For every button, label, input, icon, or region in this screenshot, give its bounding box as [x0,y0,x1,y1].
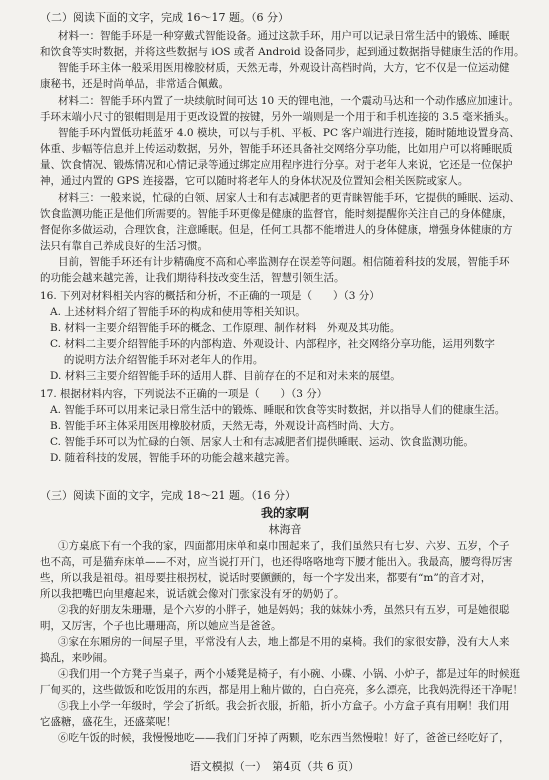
material1 [40,28,530,92]
material3-line: 的功能会越来越完善，让我们期待科技改变生活，智慧引领生活。 [40,272,345,284]
question-16-option-b[interactable]: B. 材料一主要介绍智能手环的概念、工作原理、制作材料 外观及其功能。 [50,322,401,334]
essay-line: 也不高，可是猫弃床单——不对，应当说打开门，也还得咯咯地弯下腰才能出入。我最高，腰弯得厉害 [40,556,513,568]
section3 [40,488,530,746]
essay-line: 它盛糖，盛花生，还盛菜呢！ [40,716,177,728]
essay-line: ②我的好朋友朱珊珊，是个六岁的小胖子，她是妈妈；我的妹妹小秀，虽然只有五岁，可是她很聪 [58,604,510,616]
question-16-stem: 16. 下列对材料相关内容的概括和分析，不正确的一项是（ ）（3 分） [40,290,380,302]
question-17-option-b[interactable]: B. 智能手环主体采用医用橡胶材质，天然无毒，外观设计高档时尚、大方。 [50,420,401,432]
section3-heading: （三）阅读下面的文字，完成 18～21 题。（16 分） [40,489,296,502]
material2-line: 体重、步幅等信息并上传运动数据，另外，智能手环还具备社交网络分享功能，比如用户可以将睡眠质 [40,143,513,155]
question-16-option-a[interactable]: A. 上述材料介绍了智能手环的构成和使用等相关知识。 [50,306,306,318]
question-16-option-d[interactable]: D. 材料三主要介绍智能手环的适用人群、目前存在的不足和对未来的展望。 [50,370,401,382]
material3-line: 饮食监测功能正是他们所需要的。智能手环更像是健康的监督官，能时刻提醒你关注自己的身体健康， [40,208,513,220]
section2 [40,10,530,466]
material2-line: 手环末端小尺寸的银帽則是用于更改设置的按键，另外一端则是一个用于和手机连接的 3.5 毫米插头。 [40,111,515,123]
essay-line: 捣乱，来吵闹。 [40,652,114,664]
essay-body [40,538,530,746]
essay-line: ⑥吃午饭的时候，我慢慢地吃——我们门牙掉了两颗，吃东西当然慢啦！好了，爸爸已经吃好了， [58,732,510,744]
essay-line: ④我们用一个方凳子当桌子，两个小矮凳是椅子，有小碗、小碟、小锅、小炉子，都是过年的时候逛 [58,668,520,680]
question-16 [40,288,530,384]
material2-line: 神，通过内置的 GPS 连接器，它可以随时将老年人的身体状况及位置知会相关医院或家人。 [40,175,469,187]
question-17-option-a[interactable]: A. 智能手环可以用来记录日常生活中的锻炼、睡眠和饮食等实时数据，并以指导人们的健康生活。 [50,404,506,416]
essay-title: 我的家啊 [260,506,309,520]
material3-line: 法只有靠自己养成良好的生活习惯。 [40,240,208,252]
essay-line: 所以我把嘴巴向里瘪起来，说话就会像对门张家没有牙的奶奶了。 [40,588,345,600]
material2-line: 量、饮食情况、锻炼情况和心情记录等通过绑定应用程序进行分享。对于老年人来说，它还是一位保护 [40,159,513,171]
question-17-option-d[interactable]: D. 随着科技的发展，智能手环的功能会越来越完善。 [50,452,296,464]
material3-line: 材料三：一般来说，忙碌的白领、居家人士和有志减肥者的更青睐智能手环，它提供的睡眠、运动、 [58,192,520,204]
essay-line: ⑤我上小学一年级时，学会了折纸。我会折衣服，折船，折小方盒子。小方盒子真有用啊！我们用 [58,700,510,712]
section2-heading: （二）阅读下面的文字，完成 16～17 题。（6 分） [40,11,289,24]
question-17-option-c[interactable]: C. 智能手环可以为忙碌的白领、居家人士和有志减肥者们提供睡眠、运动、饮食监测功能。 [50,436,474,448]
question-17 [40,386,530,466]
material3 [40,190,530,286]
essay-line: 厂甸买的，这些做饭和吃饭用的东西，都是用上釉片做的，白白亮亮，多么漂亮，比我妈洗得还干净呢！ [40,684,523,696]
material1-line: 康秘书，还是时尚单品，非常适合佩戴。 [40,78,229,90]
material2-line: 智能手环内置低功耗蓝牙 4.0 模块，可以与手机、平板、PC 客户端进行连接，随时随地设置身高、 [58,127,520,139]
material1-line: 智能手环主体一般采用医用橡胶材质，天然无毒，外观设计高档时尚，大方，它不仅是一位运动健 [58,62,510,74]
material1-line: 和饮食等实时数据，并将这些数据与 iOS 或者 Android 设备同步，起到通过数据指导健康生活的作用。 [40,46,525,58]
material1-line: 材料一：智能手环是一种穿戴式智能设备。通过这款手环，用户可以记录日常生活中的锻炼、睡眠 [58,30,510,42]
essay-line: ①方桌底下有一个我的家，四面都用床单和桌巾围起来了，我们虽然只有七岁、六岁、五岁，个子 [58,540,510,552]
essay-line: ③家在东厢房的一间屋子里，平常没有人去，地上都是不用的桌椅。我们的家很安静，没有大人来 [58,636,510,648]
essay-author: 林海音 [268,523,302,536]
material3-line: 目前，智能手环还有计步精确度不高和心率监测存在误差等问题。相信随着科技的发展，智能手环 [58,256,510,268]
question-16-option-c-cont: 的说明方法介绍智能手环对老年人的作用。 [50,354,264,366]
essay-line: 明，又厉害，个子也比珊珊高，所以她应当是爸爸。 [40,620,282,632]
essay-line: 些，所以我是祖母。祖母要拄根拐杖，说话时要颤颤的，每一个字发出来，都要有“m”的音才对， [40,572,492,584]
material2-line: 材料二：智能手环内置了一块续航时间可达 10 天的锂电池，一个震动马达和一个动作感应加速计。 [58,95,520,107]
question-16-option-c[interactable]: C. 材料二主要介绍智能手环的内部构造、外观设计、内部程序，社交网络分享功能，运用列数字 [50,338,495,350]
material3-line: 督促你多做运动，合理饮食，注意睡眠。但是，任何工具都不能增进人的身体健康，增强身体健康的方 [40,224,513,236]
page-footer: 语文模拟（一） 第4页（共 6 页） [189,760,360,773]
question-17-stem: 17. 根据材料内容，下列说法不正确的一项是（ ）（3 分） [40,388,328,400]
material2 [40,93,530,189]
